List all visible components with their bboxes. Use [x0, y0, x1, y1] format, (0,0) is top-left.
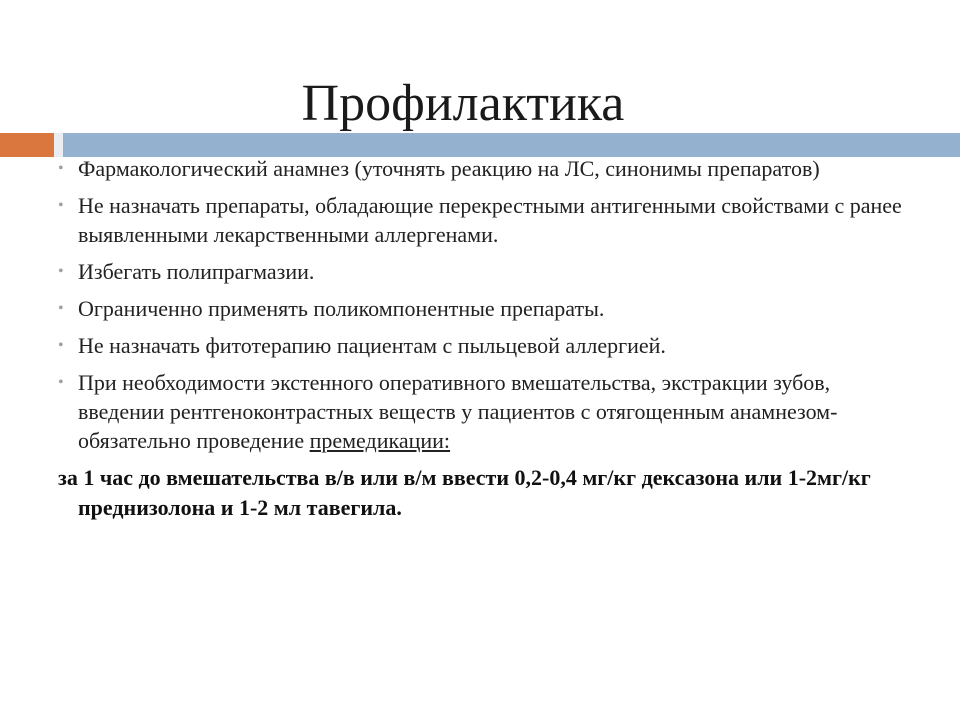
bullet-dot-icon: • [58, 374, 64, 391]
bullet-item [0, 331, 960, 360]
bullet-dot-icon: • [58, 337, 64, 354]
bullet-dot-icon: • [58, 300, 64, 317]
slide-content [0, 157, 960, 523]
slide-title [0, 70, 960, 138]
bullet-text: При необходимости экстенного оперативного вмешательства, экстракции зубов, введении рентгеноконтрастных веществ у пациентов с отягощенным анамнезом- обязательно проведение [78, 370, 838, 453]
bullet-text: Не назначать препараты, обладающие перекрестными антигенными свойствами с ранее выявленными лекарственными аллергенами. [78, 193, 902, 247]
bullet-text: Не назначать фитотерапию пациентам с пыльцевой аллергией. [78, 333, 666, 358]
bullet-item [0, 257, 960, 286]
premedication-underlined-text: премедикации: [309, 428, 451, 453]
dosage-instruction: за 1 час до вмешательства в/в или в/м ввести 0,2-0,4 мг/кг дексазона или 1-2мг/кг преднизолона и 1-2 мл тавегила. [58, 465, 871, 520]
bullet-dot-icon: • [58, 160, 64, 177]
bullet-text: Фармакологический анамнез (уточнять реакцию на ЛС, синонимы препаратов) [78, 156, 820, 181]
bullet-item [0, 154, 960, 183]
bullet-item [0, 368, 960, 455]
bullet-dot-icon: • [58, 197, 64, 214]
bullet-item [0, 294, 960, 323]
bullet-dot-icon: • [58, 263, 64, 280]
slide-title-text: Профилактика [301, 75, 625, 132]
bullet-list [0, 154, 960, 455]
bullet-text: Ограниченно применять поликомпонентные препараты. [78, 296, 605, 321]
bullet-text: Избегать полипрагмазии. [78, 259, 315, 284]
bullet-item [0, 191, 960, 249]
